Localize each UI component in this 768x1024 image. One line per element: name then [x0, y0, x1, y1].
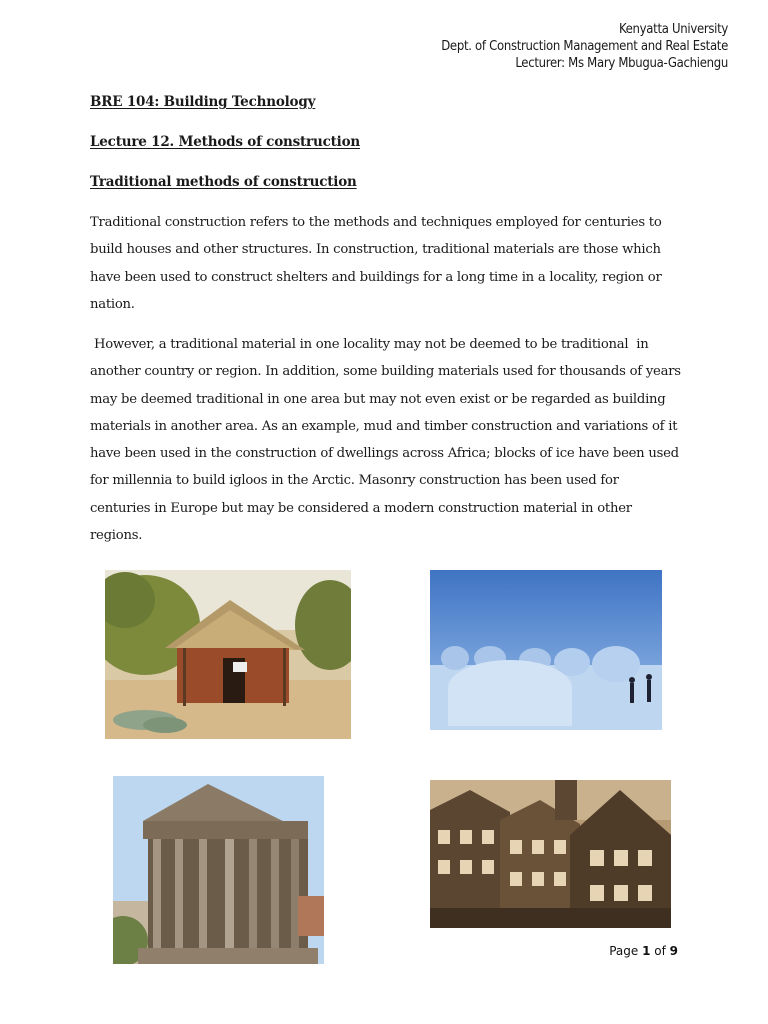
department-name: Dept. of Construction Management and Real Estate: [441, 39, 728, 54]
paragraph-line: may be deemed traditional in one area but may not even exist or be regarded as building: [90, 391, 666, 407]
page-label: Page: [609, 944, 643, 958]
paragraph-line: nation.: [90, 296, 135, 312]
document-header: [441, 21, 728, 72]
page-of-label: of: [650, 944, 670, 958]
paragraph-line: build houses and other structures. In construction, traditional materials are those which: [90, 242, 661, 258]
paragraph-line: centuries in Europe but may be considered a modern construction material in other: [90, 500, 632, 516]
paragraph-line: However, a traditional material in one locality may not be deemed to be traditional in: [90, 337, 649, 352]
paragraph-line: have been used in the construction of dwellings across Africa; blocks of ice have been used: [90, 446, 679, 462]
page-number: [609, 944, 678, 958]
lecturer-name: Lecturer: Ms Mary Mbugua-Gachiengu: [515, 56, 728, 71]
page-total: 9: [669, 944, 678, 958]
paragraph-line: have been used to construct shelters and buildings for a long time in a locality, region or: [90, 269, 662, 285]
timber-frame-houses-photo: [430, 780, 671, 928]
institution-name: Kenyatta University: [618, 22, 728, 37]
paragraph-intro: [90, 209, 690, 318]
igloo-photo: [430, 570, 662, 730]
paragraph-line: regions.: [90, 528, 143, 544]
lecture-title: Lecture 12. Methods of construction: [90, 134, 360, 150]
paragraph-line: materials in another area. As an example, mud and timber construction and variations of it: [90, 418, 678, 434]
section-title: Traditional methods of construction: [90, 174, 357, 190]
page-current: 1: [642, 944, 651, 958]
paragraph-materials: [90, 331, 690, 549]
course-title: BRE 104: Building Technology: [90, 94, 316, 110]
stone-temple-photo: [113, 776, 324, 964]
mud-hut-photo: [105, 570, 351, 739]
paragraph-line: Traditional construction refers to the methods and techniques employed for centuries to: [90, 215, 662, 230]
paragraph-line: another country or region. In addition, some building materials used for thousands of years: [90, 364, 681, 380]
paragraph-line: for millennia to build igloos in the Arctic. Masonry construction has been used for: [90, 473, 619, 489]
